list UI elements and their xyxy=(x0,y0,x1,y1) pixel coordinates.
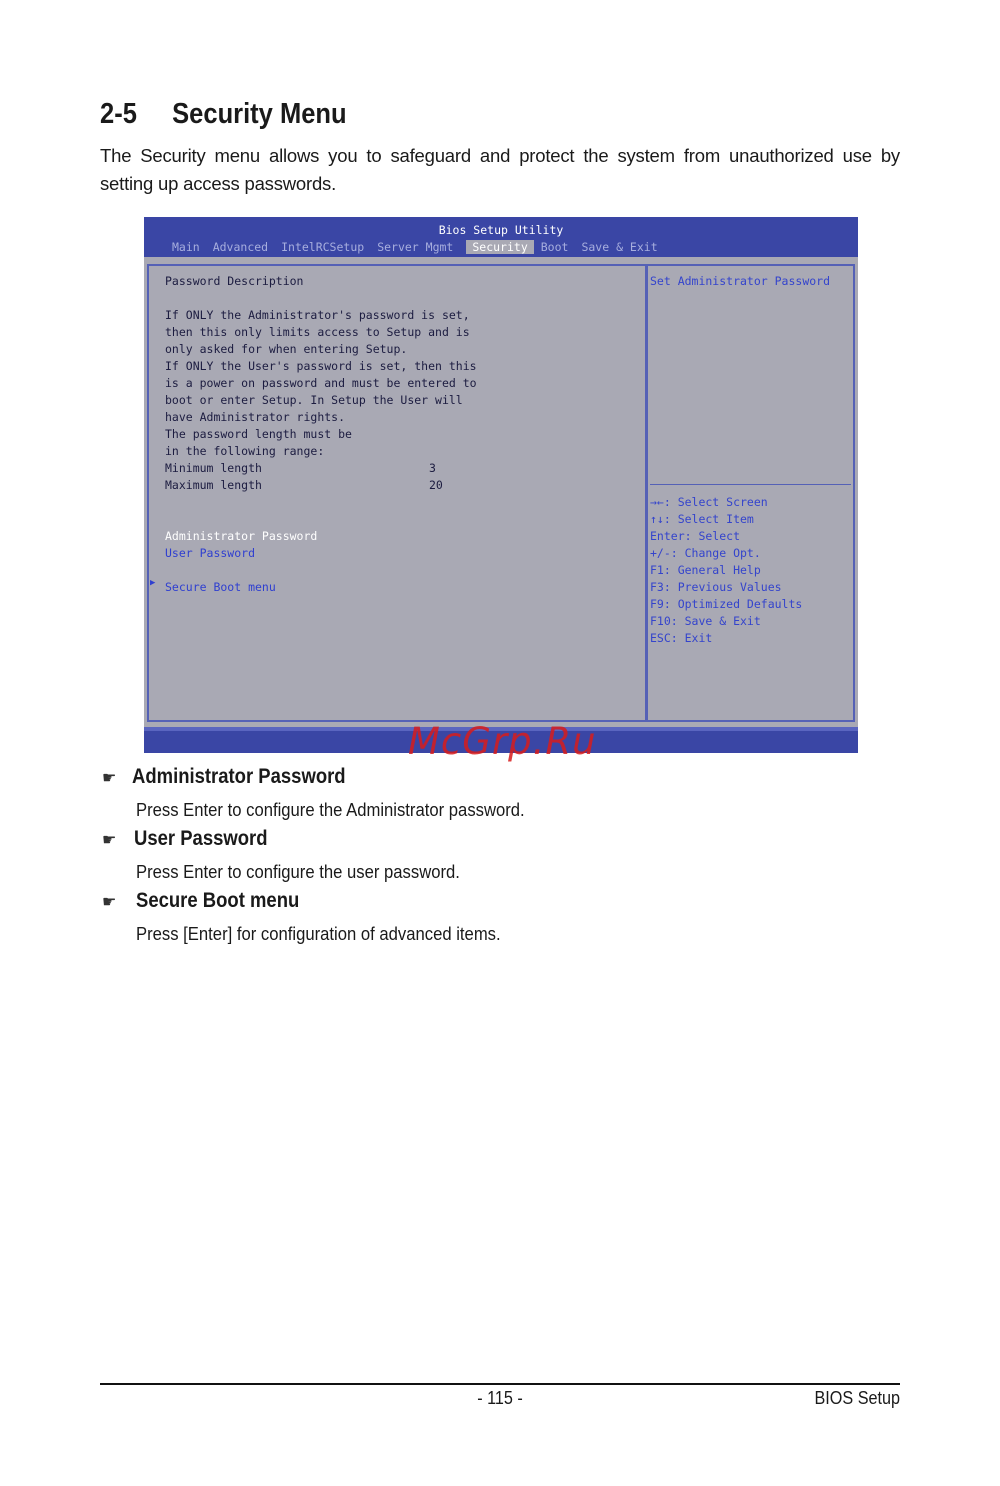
admin-password-item[interactable]: Administrator Password xyxy=(165,529,318,543)
secure-boot-desc: Press [Enter] for configuration of advanced items. xyxy=(136,923,501,944)
admin-password-desc: Press Enter to configure the Administrator password. xyxy=(136,799,525,820)
tab-save-exit[interactable]: Save & Exit xyxy=(581,240,658,254)
intro-paragraph: The Security menu allows you to safeguard and protect the system from unauthorized use by setting up access passwords. xyxy=(100,145,900,194)
key-hint: Enter: Select xyxy=(650,529,741,543)
bios-desc-line: If ONLY the Administrator's password is set, xyxy=(165,308,470,322)
bios-desc-line: boot or enter Setup. In Setup the User will xyxy=(165,393,463,407)
key-hint: F1: General Help xyxy=(650,563,761,577)
bios-desc-line: only asked for when entering Setup. xyxy=(165,342,408,356)
triangle-right-icon: ▶ xyxy=(150,578,156,588)
key-hint: +/-: Change Opt. xyxy=(650,546,761,560)
section-heading xyxy=(100,98,347,131)
tab-main[interactable]: Main xyxy=(172,240,200,254)
key-hint: F10: Save & Exit xyxy=(650,614,761,628)
min-length-label: Minimum length xyxy=(165,461,262,475)
key-hint: →←: Select Screen xyxy=(650,495,768,509)
max-length-label: Maximum length xyxy=(165,478,262,492)
bios-help-panel xyxy=(647,264,855,722)
admin-password-heading: Administrator Password xyxy=(132,765,346,788)
key-hint: ESC: Exit xyxy=(650,631,713,645)
bios-desc-line: The password length must be xyxy=(165,427,352,441)
footer-rule xyxy=(100,1383,900,1385)
secure-boot-heading: Secure Boot menu xyxy=(136,889,300,912)
bios-header-bar xyxy=(144,217,858,257)
bios-screenshot xyxy=(144,217,858,753)
section-number: 2-5 xyxy=(100,98,137,130)
help-text: Set Administrator Password xyxy=(650,274,831,288)
bios-desc-line: Password Description xyxy=(165,274,304,288)
pointing-hand-icon: ☛ xyxy=(102,832,117,849)
key-hint: F3: Previous Values xyxy=(650,580,782,594)
tab-intelrcsetup[interactable]: IntelRCSetup xyxy=(281,240,365,254)
bios-title: Bios Setup Utility xyxy=(438,223,564,237)
secure-boot-menu-item[interactable]: Secure Boot menu xyxy=(165,580,276,594)
bios-desc-line: have Administrator rights. xyxy=(165,410,346,424)
bios-tab-bar xyxy=(172,240,671,256)
footer-section-name: BIOS Setup xyxy=(814,1388,900,1408)
bios-desc-line: then this only limits access to Setup and is xyxy=(165,325,470,339)
max-length-value: 20 xyxy=(429,478,443,492)
bios-desc-line: in the following range: xyxy=(165,444,325,458)
key-hint: ↑↓: Select Item xyxy=(650,512,754,526)
tab-security[interactable]: Security xyxy=(466,240,533,254)
user-password-desc: Press Enter to configure the user password. xyxy=(136,861,460,882)
bios-desc-line: If ONLY the User's password is set, then this xyxy=(165,359,477,373)
tab-boot[interactable]: Boot xyxy=(540,240,569,254)
user-password-heading: User Password xyxy=(134,827,268,850)
page-number: - 115 - xyxy=(477,1388,523,1408)
watermark: McGrp.Ru xyxy=(408,720,597,763)
help-divider xyxy=(650,484,851,485)
key-hint: F9: Optimized Defaults xyxy=(650,597,803,611)
tab-advanced[interactable]: Advanced xyxy=(212,240,269,254)
tab-server-mgmt[interactable]: Server Mgmt xyxy=(377,240,454,254)
min-length-value: 3 xyxy=(429,461,436,475)
pointing-hand-icon: ☛ xyxy=(102,894,117,911)
pointing-hand-icon: ☛ xyxy=(102,770,117,787)
bios-desc-line: is a power on password and must be entered to xyxy=(165,376,477,390)
section-title: Security Menu xyxy=(172,98,347,130)
user-password-item[interactable]: User Password xyxy=(165,546,256,560)
